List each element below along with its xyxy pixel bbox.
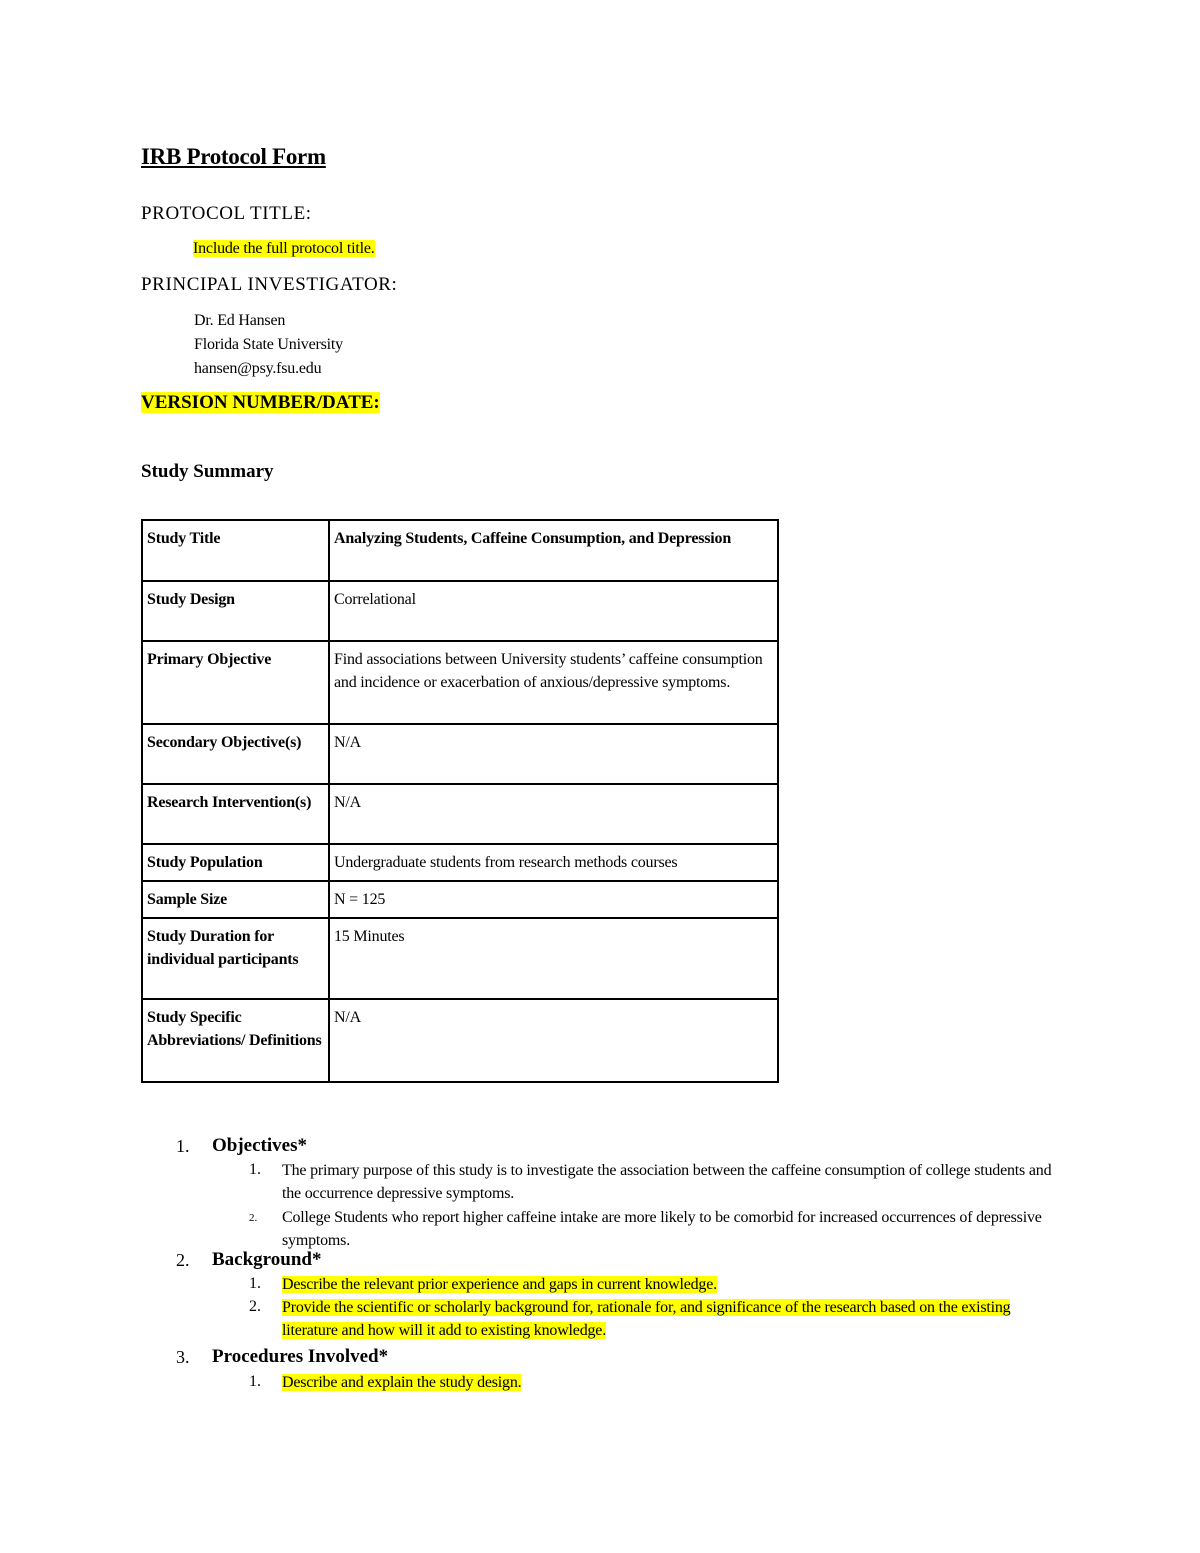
row-value: Analyzing Students, Caffeine Consumption, and Depression [329,520,778,581]
row-label: Study Title [142,520,329,581]
principal-investigator-details [194,309,343,381]
study-summary-table [141,519,779,1083]
pi-name: Dr. Ed Hansen [194,312,286,329]
table-row [142,784,778,844]
list-item-text [282,1296,1062,1342]
row-label: Secondary Objective(s) [142,724,329,784]
list-item-highlight: Provide the scientific or scholarly background for, rationale for, and significance of the research based on the existing literature and how will it add to existing knowledge. [282,1299,1011,1339]
row-value: N/A [329,999,778,1082]
section-number: 3. [176,1347,190,1367]
version-heading [141,392,380,414]
list-item-number: 1. [249,1161,261,1178]
table-row [142,724,778,784]
pi-institution: Florida State University [194,336,343,353]
row-value: N = 125 [329,881,778,918]
row-label: Study Population [142,844,329,881]
row-label: Sample Size [142,881,329,918]
version-heading-text: VERSION NUMBER/DATE: [141,392,380,413]
protocol-title-heading: PROTOCOL TITLE: [141,203,312,224]
row-label: Primary Objective [142,641,329,724]
list-item-text [282,1273,1062,1296]
list-item-number: 2. [249,1298,261,1315]
study-summary-heading: Study Summary [141,461,274,482]
protocol-title-value [193,240,375,258]
document-title: IRB Protocol Form [141,144,326,169]
list-item-highlight: Describe and explain the study design. [282,1374,522,1391]
principal-investigator-heading: PRINCIPAL INVESTIGATOR: [141,274,398,295]
table-row [142,520,778,581]
section-heading-objectives: Objectives* [212,1135,307,1156]
row-value: Find associations between University students’ caffeine consumption and incidence or exacerbation of anxious/depressive symptoms. [329,641,778,724]
row-value: 15 Minutes [329,918,778,999]
list-item-text: The primary purpose of this study is to investigate the association between the caffeine consumption of college students and the occurrence depressive symptoms. [282,1162,1052,1202]
protocol-title-text: Include the full protocol title. [193,240,375,257]
list-item-number: 2. [249,1212,258,1224]
list-item-number: 1. [249,1373,261,1390]
row-label: Study Specific Abbreviations/ Definitions [142,999,329,1082]
section-number: 1. [176,1136,190,1156]
section-number: 2. [176,1250,190,1270]
table-row [142,918,778,999]
table-row [142,641,778,724]
section-heading-background: Background* [212,1249,322,1270]
table-row [142,581,778,641]
pi-email: hansen@psy.fsu.edu [194,360,322,377]
table-row [142,881,778,918]
row-label: Study Duration for individual participants [142,918,329,999]
row-value: N/A [329,784,778,844]
table-row [142,999,778,1082]
table-row [142,844,778,881]
list-item-highlight: Describe the relevant prior experience and gaps in current knowledge. [282,1276,717,1293]
row-value: Correlational [329,581,778,641]
row-value: Undergraduate students from research methods courses [329,844,778,881]
list-item-text: College Students who report higher caffeine intake are more likely to be comorbid for increased occurrences of depressive symptoms. [282,1209,1042,1249]
list-item-text [282,1371,1062,1394]
row-label: Study Design [142,581,329,641]
row-label: Research Intervention(s) [142,784,329,844]
row-value: N/A [329,724,778,784]
list-item-number: 1. [249,1275,261,1292]
section-heading-procedures: Procedures Involved* [212,1346,389,1367]
